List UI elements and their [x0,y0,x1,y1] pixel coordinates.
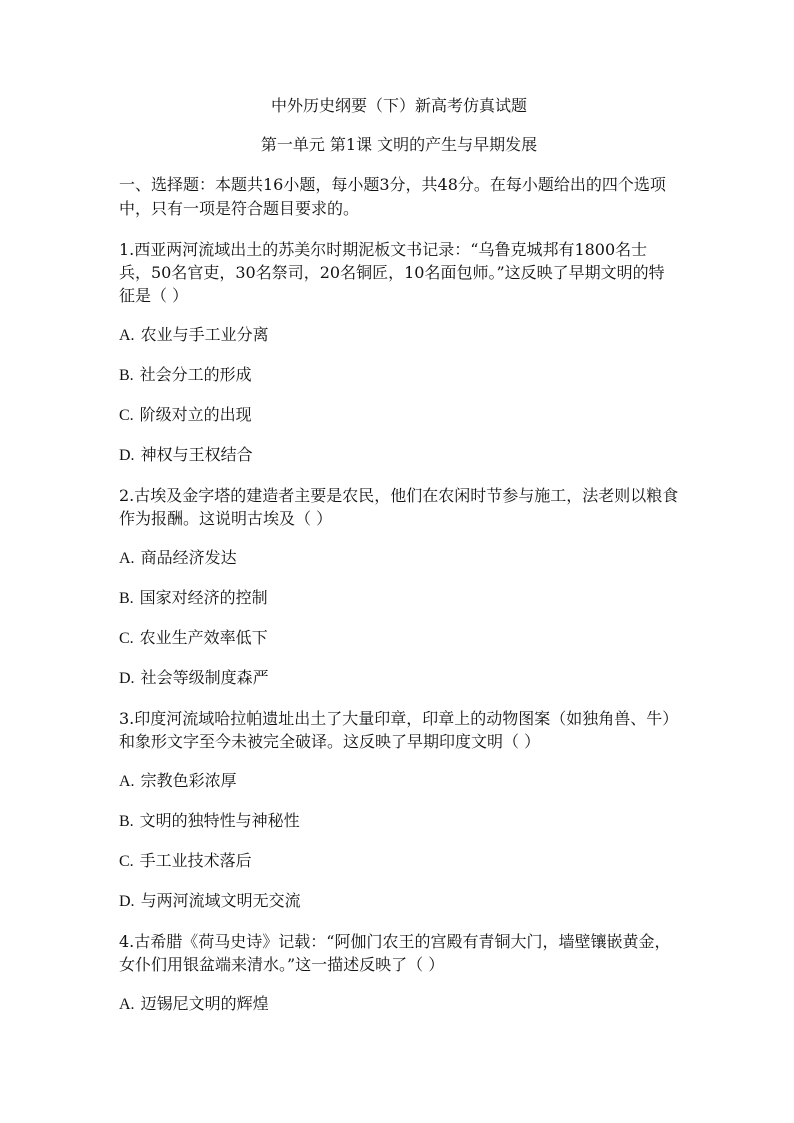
option-a [119,546,679,570]
option-b [119,586,679,610]
question-stem: 1.西亚两河流域出土的苏美尔时期泥板文书记录：“乌鲁克城邦有1800名士兵，50名官吏，30名祭司，20名铜匠，10名面包师。”这反映了早期文明的特征是（ ） [119,240,665,305]
option-text: 迈锡尼文明的辉煌 [140,994,269,1013]
option-letter: A. [119,773,135,790]
option-letter: A. [119,550,135,567]
option-b [119,363,679,387]
option-a [119,323,679,347]
option-d [119,443,679,467]
option-c [119,626,679,650]
option-text: 社会分工的形成 [139,365,252,384]
lesson-subtitle: 第一单元 第1课 文明的产生与早期发展 [260,135,538,154]
question-4 [119,930,679,1016]
option-letter: B. [119,367,134,384]
option-a [119,992,679,1016]
option-text: 阶级对立的出现 [139,405,252,424]
question-stem: 3.印度河流域哈拉帕遗址出土了大量印章，印章上的动物图案（如独角兽、牛）和象形文字至今未被完全破译。这反映了早期印度文明（ ） [119,709,679,751]
question-stem: 2.古埃及金字塔的建造者主要是农民，他们在农闲时节参与施工，法老则以粮食作为报酬。这说明古埃及（ ） [119,486,679,528]
option-letter: C. [119,407,134,424]
option-d [119,889,679,913]
section-instructions: 一、选择题：本题共16小题，每小题3分，共48分。在每小题给出的四个选项中，只有一项是符合题目要求的。 [119,175,666,218]
option-b [119,809,679,833]
option-text: 国家对经济的控制 [139,588,268,607]
question-stem: 4.古希腊《荷马史诗》记载：“阿伽门农王的宫殿有青铜大门，墙壁镶嵌黄金，女仆们用银盆端来清水。”这一描述反映了（ ） [119,932,671,974]
option-text: 文明的独特性与神秘性 [139,811,300,830]
option-text: 农业与手工业分离 [140,325,269,344]
option-a [119,769,679,793]
option-letter: D. [119,447,135,464]
option-c [119,403,679,427]
option-d [119,666,679,690]
option-text: 社会等级制度森严 [140,668,269,687]
question-1 [119,238,679,467]
option-letter: B. [119,590,134,607]
option-letter: D. [119,893,135,910]
question-3 [119,707,679,913]
option-letter: A. [119,996,135,1013]
option-text: 农业生产效率低下 [139,628,268,647]
option-text: 与两河流域文明无交流 [140,891,301,910]
option-letter: D. [119,670,135,687]
option-text: 手工业技术落后 [139,851,252,870]
option-letter: B. [119,813,134,830]
exam-page [119,94,679,1016]
question-2 [119,484,679,690]
option-letter: A. [119,327,135,344]
option-c [119,849,679,873]
option-letter: C. [119,630,134,647]
document-title: 中外历史纲要（下）新高考仿真试题 [270,96,527,115]
option-letter: C. [119,853,134,870]
option-text: 神权与王权结合 [140,445,253,464]
option-text: 宗教色彩浓厚 [140,771,237,790]
option-text: 商品经济发达 [140,548,237,567]
